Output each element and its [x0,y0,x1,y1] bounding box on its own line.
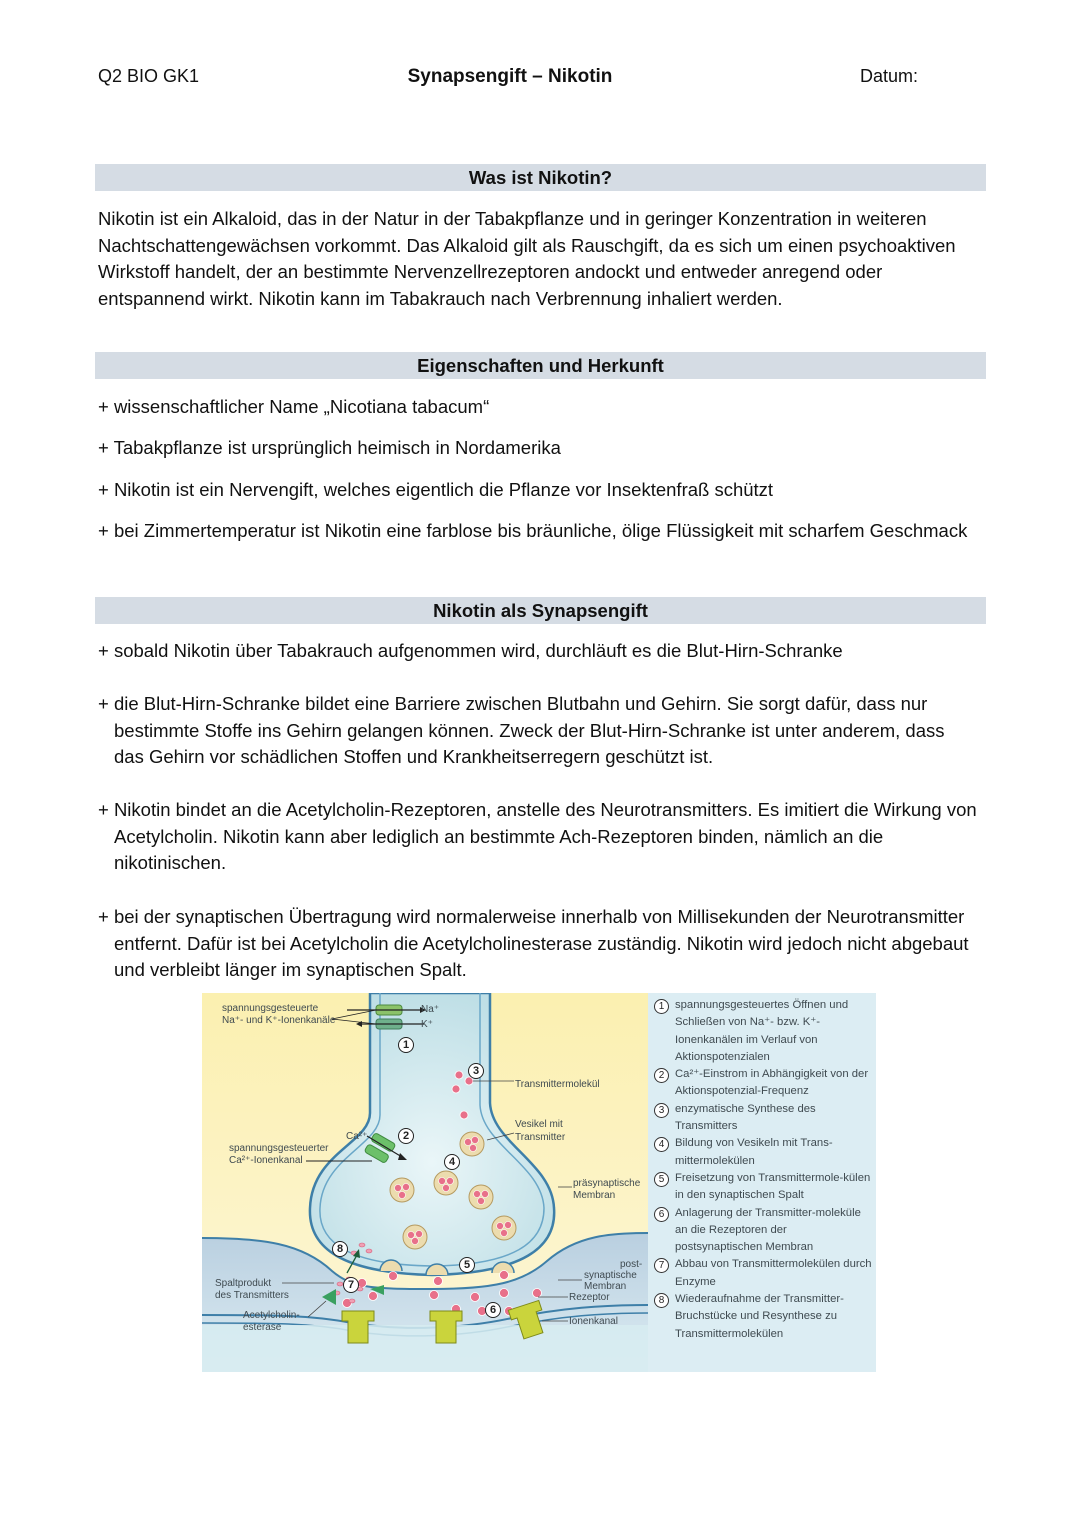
legend-number-3: 3 [654,1103,669,1118]
bullet-item: + wissenschaftlicher Name „Nicotiana tabacum“ [98,396,490,417]
bullet-item: + bei der synaptischen Übertragung wird normalerweise innerhalb von Millisekunden der Neurotransmitter entfernt. Dafür ist bei Acetylcholin die Acetylcholinesterase zuständig. Nikotin wird jedoch nicht abgebaut und verbleibt länger im synaptischen Spalt. [98,906,969,980]
label-postsynaptic-2: synaptische [584,1270,637,1281]
page-title: Synapsengift – Nikotin [407,66,613,87]
label-ca: Ca²⁺ [346,1131,368,1142]
label-na-k-channels-2: Na⁺- und K⁺-Ionenkanäle [222,1015,336,1026]
bullet-item: + Nikotin bindet an die Acetylcholin-Rezeptoren, anstelle des Neurotransmitters. Es imitiert die Wirkung von Acetylcholin. Nikotin kann aber lediglich an bestimmte Ach-Rezeptoren binden, nämlich an die nikotinischen. [98,799,977,873]
legend-text-8: Wiederaufnahme der Transmitter-Bruchstücke und Resynthese zu Transmittermolekülen [675,1293,844,1340]
course-label: Q2 BIO GK1 [98,66,200,86]
legend-item-3 [654,1101,872,1136]
label-ache-2: esterase [243,1322,282,1333]
bullet-item: + die Blut-Hirn-Schranke bildet eine Barriere zwischen Blutbahn und Gehirn. Sie sorgt dafür, dass nur bestimmte Stoffe ins Gehirn gelangen können. Zweck der Blut-Hirn-Schranke ist unter anderem, dass das Gehirn vor schädlichen Stoffen und Krankheitserregern geschützt ist. [98,693,945,767]
bullet-item: + sobald Nikotin über Tabakrauch aufgenommen wird, durchläuft es die Blut-Hirn-Schranke [98,640,843,661]
legend-number-1: 1 [654,999,669,1014]
step-8-marker: 8 [332,1241,348,1257]
step-5-marker: 5 [459,1257,475,1273]
legend-item-4 [654,1135,872,1170]
label-vesicle-2: Transmitter [515,1132,566,1143]
section-heading-synapsengift: Nikotin als Synapsengift [95,597,986,624]
step-2-marker: 2 [398,1128,414,1144]
legend-number-2: 2 [654,1068,669,1083]
legend-text-4: Bildung von Vesikeln mit Trans-mittermolekülen [675,1137,833,1167]
bullet-item: + Nikotin ist ein Nervengift, welches eigentlich die Pflanze vor Insektenfraß schützt [98,479,774,500]
label-ion-channel: Ionenkanal [569,1316,618,1327]
section-heading-was-ist-nikotin: Was ist Nikotin? [95,164,986,191]
legend-number-5: 5 [654,1172,669,1187]
label-presynaptic-1: präsynaptische [573,1178,641,1189]
legend-text-7: Abbau von Transmittermolekülen durch Enzyme [675,1258,872,1288]
label-ca-channel-2: Ca²⁺-Ionenkanal [229,1155,303,1166]
label-receptor: Rezeptor [569,1292,610,1303]
label-postsynaptic-1: post- [620,1259,643,1270]
label-ache-1: Acetylcholin- [243,1310,300,1321]
legend-text-6: Anlagerung der Transmitter-moleküle an die Rezeptoren der postsynaptischen Membran [675,1206,861,1254]
legend-item-7 [654,1256,872,1291]
label-cleavage-1: Spaltprodukt [215,1278,272,1289]
label-k: K⁺ [421,1019,433,1030]
legend-item-2 [654,1066,872,1101]
label-transmitter-molecule: Transmittermolekül [515,1079,600,1090]
step-1-marker: 1 [398,1037,414,1053]
step-4-marker: 4 [444,1154,460,1170]
label-cleavage-2: des Transmitters [215,1290,289,1301]
legend-number-4: 4 [654,1137,669,1152]
bullet-item: + bei Zimmertemperatur ist Nikotin eine farblose bis bräunliche, ölige Flüssigkeit mit scharfem Geschmack [98,520,968,541]
legend-item-5 [654,1170,872,1205]
intro-paragraph: Nikotin ist ein Alkaloid, das in der Natur in der Tabakpflanze und in geringer Konzentration in weiteren Nachtschattengewächsen vorkommt. Das Alkaloid gilt als Rauschgift, da es sich um einen psychoaktiven Wirkstoff handelt, der an bestimmte Nervenzellrezeptoren andockt und entweder anregend oder entspannend wirkt. Nikotin kann im Tabakrauch nach Verbrennung inhaliert werden. [98,208,956,309]
label-na-k-channels-1: spannungsgesteuerte [222,1003,319,1014]
synapse-diagram [202,993,876,1372]
section-heading-eigenschaften: Eigenschaften und Herkunft [95,352,986,379]
step-6-marker: 6 [485,1302,501,1318]
legend-number-6: 6 [654,1207,669,1222]
label-postsynaptic-3: Membran [584,1281,627,1292]
legend-text-2: Ca²⁺-Einstrom in Abhängigkeit von der Aktionspotenzial-Frequenz [675,1068,869,1098]
date-label: Datum: [860,66,919,86]
label-presynaptic-2: Membran [573,1190,616,1201]
legend-text-3: enzymatische Synthese des Transmitters [675,1102,816,1133]
legend-item-6 [654,1205,872,1257]
label-ca-channel-1: spannungsgesteuerter [229,1143,329,1154]
step-3-marker: 3 [468,1063,484,1079]
legend-item-8 [654,1291,872,1343]
legend-number-7: 7 [654,1258,669,1273]
legend-number-8: 8 [654,1293,669,1308]
diagram-legend [648,993,876,1372]
legend-text-5: Freisetzung von Transmittermole-külen in den synaptischen Spalt [675,1171,871,1202]
step-7-marker: 7 [343,1277,359,1293]
bullet-item: + Tabakpflanze ist ursprünglich heimisch in Nordamerika [98,437,561,458]
label-na: Na⁺ [421,1004,440,1015]
label-vesicle-1: Vesikel mit [515,1119,563,1130]
legend-text-1: spannungsgesteuertes Öffnen und Schließen von Na⁺- bzw. K⁺-Ionenkanälen im Verlauf von Aktionspotenzialen [675,999,849,1063]
legend-item-1 [654,997,872,1066]
